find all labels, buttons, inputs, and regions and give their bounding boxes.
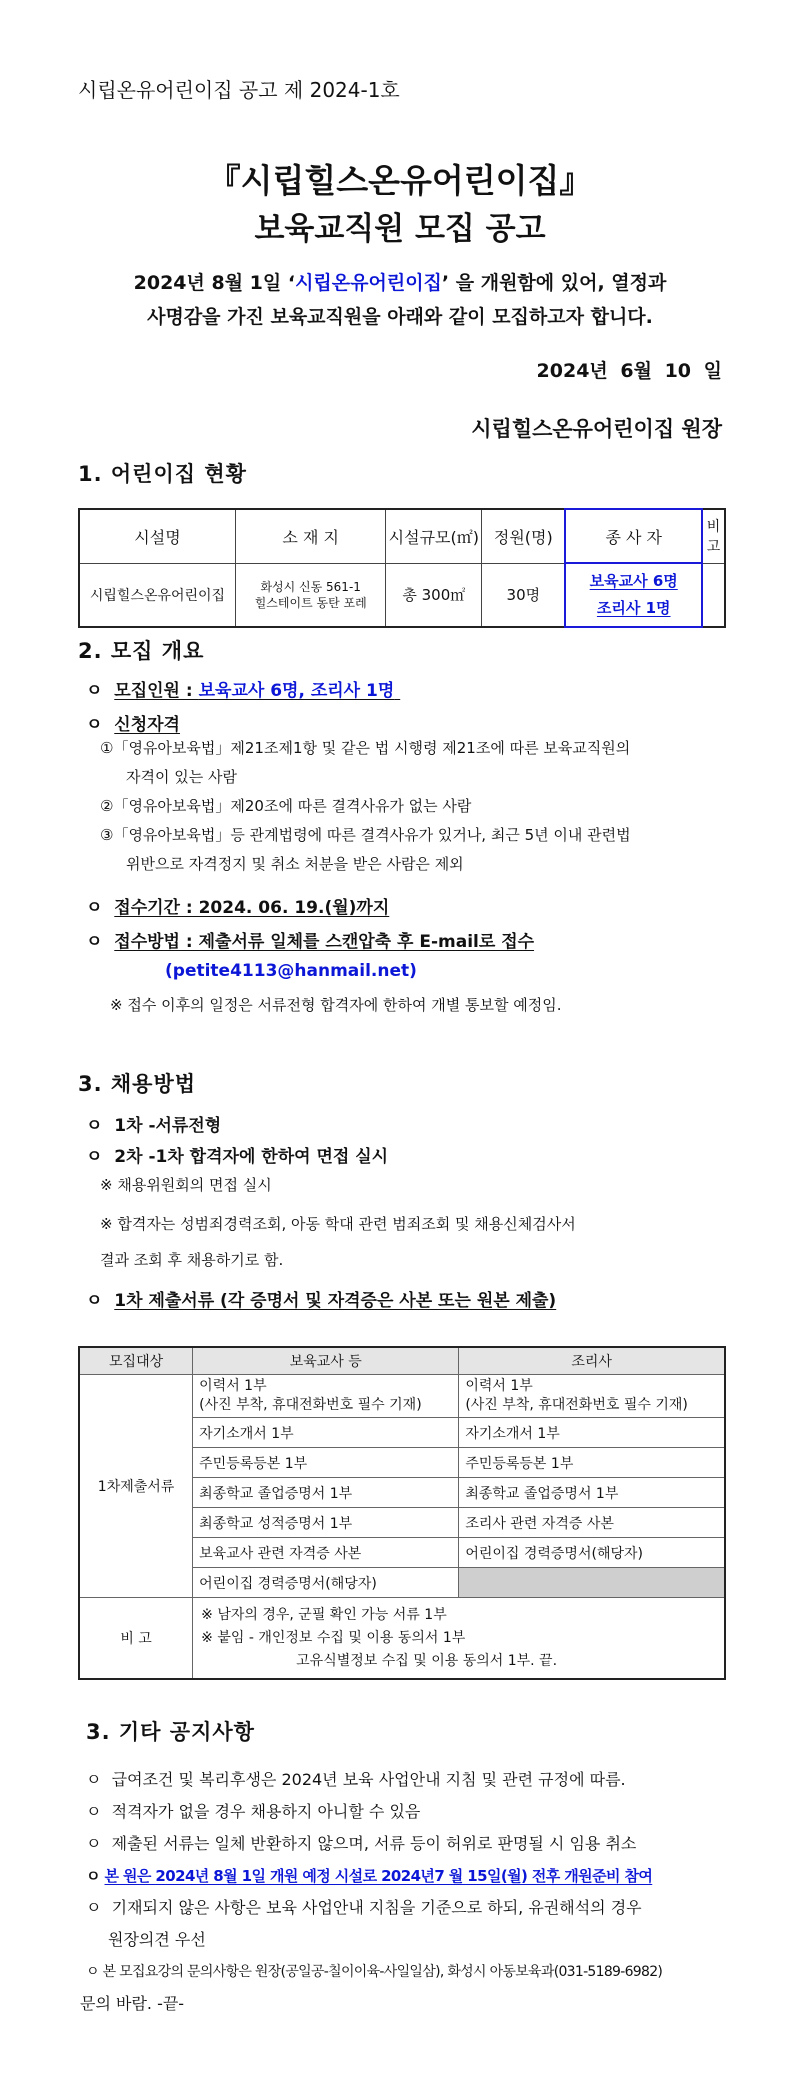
facility-table [78,508,726,628]
notice-list: ㅇ 급여조건 및 복리후생은 2024년 보육 사업안내 지침 및 관련 규정에 따름. ㅇ 적격자가 없을 경우 채용하지 아니할 수 있음 ㅇ 제출된 서류는 일체 반환하지 않으며, 서류 등이 허위로 판명될 시 임용 취소 ㅇ 본 원은 2024년 8월 1일 개원 예정 시설로 2024년7 월 15일(월) 전후 개원준비 참여 ㅇ 기재되지 않은 사항은 보육 사업안내 지침을 기준으로 하되, 유권해석의 경우 원장의견 우선 ㅇ 본 모집요강의 문의사항은 원장(공일공-칠이이육-사일일삼), 화성시 아동보육과(031-5189-6982) 문의 바람. -끝- [86,1764,776,2020]
teacher-doc: 최종학교 성적증명서 1부 [193,1508,459,1538]
cook-doc-empty [459,1568,725,1598]
section-4-title: 3. 기타 공지사항 [86,1720,255,1744]
cook-doc: 주민등록등본 1부 [459,1448,725,1478]
application-method: ㅇ 접수방법 : 제출서류 일체를 스캔압축 후 E-mail로 접수 [86,932,535,952]
teacher-doc: 이력서 1부 (사진 부착, 휴대전화번호 필수 기재) [193,1375,459,1418]
center-name: 시립온유어린이집 [295,272,442,294]
facility-capacity: 30명 [482,563,566,627]
qualification-label: ㅇ 신청자격 [86,715,180,735]
col-address: 소 재 지 [235,509,386,563]
documents-table [78,1346,726,1680]
qualification-item: ②「영유아보육법」제20조에 따른 결격사유가 없는 사람 [100,797,472,815]
teacher-doc: 어린이집 경력증명서(해당자) [193,1568,459,1598]
documents-title: ㅇ 1차 제출서류 (각 증명서 및 자격증은 사본 또는 원본 제출) [86,1291,557,1311]
col-teacher: 보육교사 등 [193,1347,459,1375]
schedule-note: ※ 접수 이후의 일정은 서류전형 합격자에 한하여 개별 통보할 예정임. [110,996,562,1014]
section-3-title: 3. 채용방법 [78,1072,197,1096]
col-size: 시설규모(㎡) [386,509,482,563]
col-note: 비 고 [702,509,725,563]
application-email: (petite4113@hanmail.net) [165,961,417,981]
facility-address: 화성시 신동 561-1 힐스테이트 동탄 포레 [235,563,386,627]
remarks-row [79,1598,725,1680]
step-2: ㅇ 2차 -1차 합격자에 한하여 면접 실시 [86,1147,389,1167]
signer: 시립힐스온유어린이집 원장 [471,417,722,441]
list-item-highlight: ㅇ 본 원은 2024년 8월 1일 개원 예정 시설로 2024년7 월 15일(월) 전후 개원준비 참여 [86,1867,653,1885]
list-item: ㅇ 급여조건 및 복리후생은 2024년 보육 사업안내 지침 및 관련 규정에 따름. [86,1770,626,1789]
col-staff: 종 사 자 [565,509,702,563]
table-row [79,1375,725,1418]
col-name: 시설명 [79,509,235,563]
facility-staff: 보육교사 6명 조리사 1명 [565,563,702,627]
list-item: ㅇ 적격자가 없을 경우 채용하지 아니할 수 있음 [86,1802,421,1821]
step-1: ㅇ 1차 -서류전형 [86,1116,222,1136]
col-cook: 조리사 [459,1347,725,1375]
facility-table-header [79,509,725,563]
qualification-item: ③「영유아보육법」등 관계법령에 따른 결격사유가 있거나, 최근 5년 이내 관련법 [100,826,631,844]
facility-note [702,563,725,627]
page-title: 『시립힐스온유어린이집』 [207,161,593,200]
remarks-label: 비 고 [79,1598,193,1680]
page-subtitle: 보육교직원 모집 공고 [254,211,546,247]
cook-doc: 어린이집 경력증명서(해당자) [459,1538,725,1568]
cook-doc: 조리사 관련 자격증 사본 [459,1508,725,1538]
list-item: ㅇ 기재되지 않은 사항은 보육 사업안내 지침을 기준으로 하되, 유권해석의 경우 [86,1898,642,1917]
interview-note: ※ 채용위원회의 면접 실시 [100,1176,272,1194]
col-capacity: 정원(명) [482,509,566,563]
facility-name: 시립힐스온유어린이집 [79,563,235,627]
documents-row-label: 1차제출서류 [79,1375,193,1598]
intro-line-1: 2024년 8월 1일 ‘시립온유어린이집’ 을 개원함에 있어, 열정과 [133,272,667,294]
cook-doc: 자기소개서 1부 [459,1418,725,1448]
facility-size: 총 300㎡ [386,563,482,627]
remarks-content: ※ 남자의 경우, 군필 확인 가능 서류 1부 ※ 붙임 - 개인정보 수집 및 이용 동의서 1부 고유식별정보 수집 및 이용 동의서 1부. 끝. [193,1598,725,1680]
section-1-title: 1. 어린이집 현황 [78,462,247,486]
documents-table-header [79,1347,725,1375]
cook-doc: 최종학교 졸업증명서 1부 [459,1478,725,1508]
notice-reference: 시립온유어린이집 공고 제 2024-1호 [78,78,400,102]
teacher-doc: 주민등록등본 1부 [193,1448,459,1478]
teacher-doc: 보육교사 관련 자격증 사본 [193,1538,459,1568]
section-2-title: 2. 모집 개요 [78,639,205,663]
notice-date: 2024년 6월 10 일 [536,360,722,382]
check-note-line-1: ※ 합격자는 성범죄경력조회, 아동 학대 관련 범죄조회 및 채용신체검사서 [100,1215,576,1233]
qualification-item: ①「영유아보육법」제21조제1항 및 같은 법 시행령 제21조에 따른 보육교직원의 [100,739,631,757]
teacher-doc: 자기소개서 1부 [193,1418,459,1448]
qualification-list: ①「영유아보육법」제21조제1항 및 같은 법 시행령 제21조에 따른 보육교직원의 자격이 있는 사람 ②「영유아보육법」제20조에 따른 결격사유가 없는 사람 ③「영유아보육법」등 관계법령에 따른 결격사유가 있거나, 최근 5년 이내 관련법 위반으로 자격정지 및 취소 처분을 받은 사람은 제외 [100,734,740,879]
recruit-count: ㅇ 모집인원 : 보육교사 6명, 조리사 1명 [86,681,395,701]
teacher-doc: 최종학교 졸업증명서 1부 [193,1478,459,1508]
check-note-line-2: 결과 조회 후 채용하기로 함. [100,1251,284,1269]
cook-doc: 이력서 1부 (사진 부착, 휴대전화번호 필수 기재) [459,1375,725,1418]
intro-line-2: 사명감을 가진 보육교직원을 아래와 같이 모집하고자 합니다. [147,306,653,328]
list-item: ㅇ 제출된 서류는 일체 반환하지 않으며, 서류 등이 허위로 판명될 시 임용 취소 [86,1834,637,1853]
list-item: ㅇ 본 모집요강의 문의사항은 원장(공일공-칠이이육-사일일삼), 화성시 아동보육과(031-5189-6982) [86,1964,663,1980]
col-target: 모집대상 [79,1347,193,1375]
facility-row [79,563,725,627]
application-period: ㅇ 접수기간 : 2024. 06. 19.(월)까지 [86,898,390,918]
